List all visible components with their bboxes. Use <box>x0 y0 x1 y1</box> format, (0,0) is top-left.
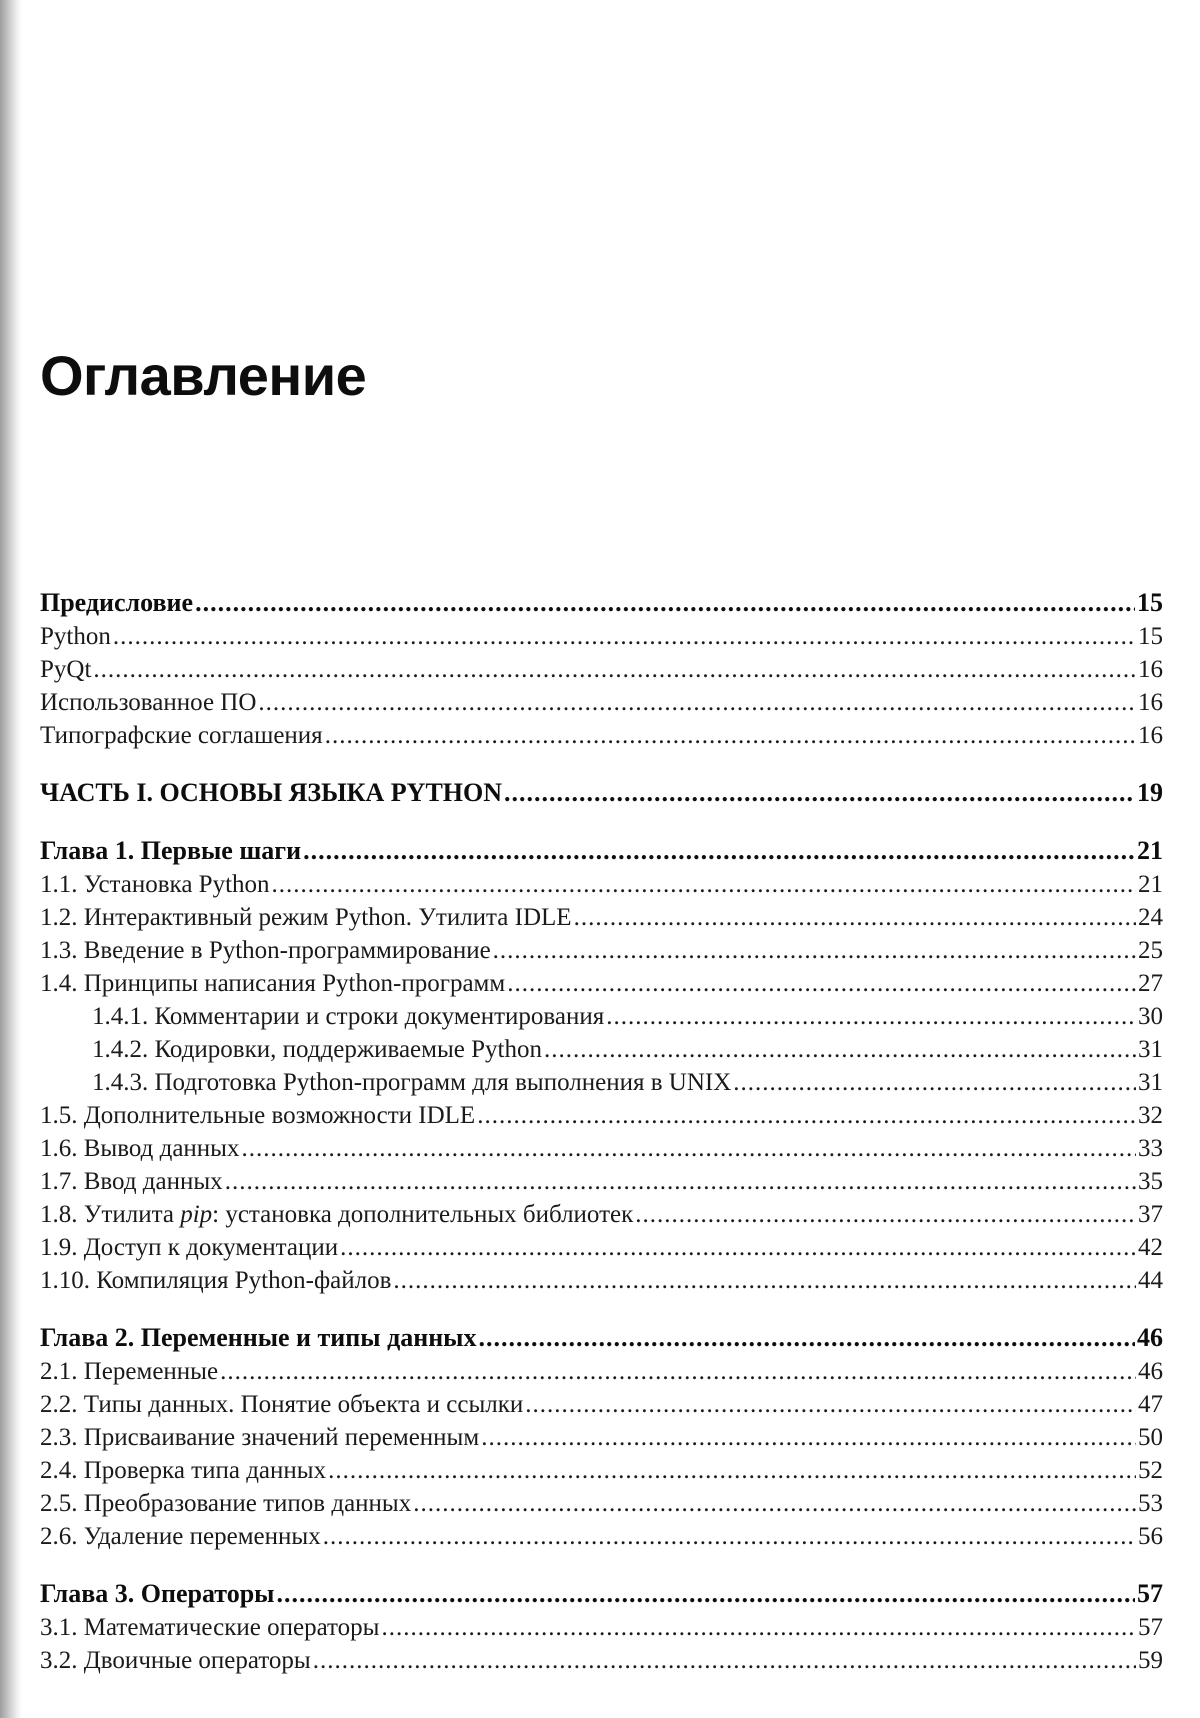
toc-entry-title <box>40 1198 633 1231</box>
toc-leader-dots <box>323 1520 1136 1553</box>
toc-page-number: 42 <box>1138 1234 1163 1261</box>
toc-leader-dots <box>544 1033 1136 1066</box>
toc-entry-title: 3.1. Математические операторы <box>40 1614 380 1641</box>
toc-leader-dots <box>477 1099 1136 1132</box>
toc-entry-title: 2.1. Переменные <box>40 1358 219 1385</box>
toc-entry-title: 2.3. Присваивание значений переменным <box>40 1424 480 1451</box>
toc-entry[interactable] <box>40 686 1163 719</box>
toc-entry[interactable] <box>40 967 1163 1000</box>
toc-entry-title: Глава 3. Операторы <box>40 1579 275 1608</box>
toc-entry-title: 1.4.2. Кодировки, поддерживаемые Python <box>92 1036 542 1063</box>
toc-page-number: 35 <box>1138 1168 1163 1195</box>
toc-section-part-1 <box>40 776 1163 810</box>
toc-leader-dots <box>328 1454 1136 1487</box>
toc-page-number: 32 <box>1138 1102 1163 1129</box>
toc-entry-title: 2.2. Типы данных. Понятие объекта и ссылки <box>40 1391 524 1418</box>
toc-leader-dots <box>493 934 1136 967</box>
toc-leader-dots <box>195 586 1135 620</box>
toc-leader-dots <box>525 1388 1136 1421</box>
toc-entry[interactable] <box>40 1198 1163 1231</box>
toc-leader-dots <box>381 1611 1136 1644</box>
toc-page-number: 57 <box>1138 1614 1163 1641</box>
toc-leader-dots <box>113 620 1136 653</box>
toc-entry[interactable] <box>40 1132 1163 1165</box>
toc-entry[interactable] <box>40 1264 1163 1297</box>
toc-subentry[interactable] <box>40 1033 1163 1066</box>
toc-entry-title: Предисловие <box>40 588 194 617</box>
toc-entry[interactable] <box>40 1421 1163 1454</box>
toc-entry[interactable] <box>40 1611 1163 1644</box>
toc-page-number: 24 <box>1138 904 1163 931</box>
toc-entry[interactable] <box>40 901 1163 934</box>
toc-page-number: 16 <box>1138 656 1163 683</box>
toc-entry[interactable] <box>40 1487 1163 1520</box>
toc-leader-dots <box>220 1355 1136 1388</box>
toc-entry[interactable] <box>40 653 1163 686</box>
toc-section-chapter-2 <box>40 1321 1163 1553</box>
toc-entry[interactable] <box>40 868 1163 901</box>
toc-leader-dots <box>733 1066 1136 1099</box>
toc-leader-dots <box>478 1321 1135 1355</box>
toc-entry-title: PyQt <box>40 656 92 683</box>
toc-entry-title-emphasis: pip <box>180 1201 213 1228</box>
toc-leader-dots <box>272 868 1136 901</box>
toc-entry-title: 1.3. Введение в Python-программирование <box>40 937 491 964</box>
toc-page-number: 16 <box>1138 722 1163 749</box>
toc-entry-title: 1.6. Вывод данных <box>40 1135 240 1162</box>
toc-section-chapter-1 <box>40 834 1163 1297</box>
toc-entry[interactable] <box>40 1231 1163 1264</box>
toc-leader-dots <box>313 1644 1136 1677</box>
toc-page-number: 31 <box>1138 1036 1163 1063</box>
toc-entry-title: 1.1. Установка Python <box>40 871 270 898</box>
page-edge-shadow <box>0 0 22 1718</box>
toc-entry[interactable] <box>40 1644 1163 1677</box>
toc-entry-chapter-3[interactable] <box>40 1577 1163 1611</box>
toc-entry-title: Глава 2. Переменные и типы данных <box>40 1323 477 1352</box>
toc-entry-chapter-2[interactable] <box>40 1321 1163 1355</box>
toc-leader-dots <box>93 653 1136 686</box>
toc-entry[interactable] <box>40 620 1163 653</box>
table-of-contents <box>40 586 1163 1677</box>
toc-page-number: 46 <box>1137 1323 1163 1352</box>
toc-page-number: 47 <box>1138 1391 1163 1418</box>
toc-entry-title: 1.2. Интерактивный режим Python. Утилита IDLE <box>40 904 572 931</box>
toc-leader-dots <box>635 1198 1136 1231</box>
toc-subentry[interactable] <box>40 1000 1163 1033</box>
toc-leader-dots <box>507 967 1136 1000</box>
toc-entry[interactable] <box>40 1520 1163 1553</box>
toc-entry-title: 1.9. Доступ к документации <box>40 1234 339 1261</box>
toc-entry-title: 1.5. Дополнительные возможности IDLE <box>40 1102 476 1129</box>
toc-leader-dots <box>606 1000 1136 1033</box>
toc-leader-dots <box>276 1577 1135 1611</box>
toc-leader-dots <box>258 686 1136 719</box>
toc-page-number: 21 <box>1137 836 1163 865</box>
toc-leader-dots <box>325 719 1136 752</box>
toc-section-preface <box>40 586 1163 752</box>
toc-leader-dots <box>504 776 1135 810</box>
toc-entry-title: 2.5. Преобразование типов данных <box>40 1490 412 1517</box>
toc-page-number: 56 <box>1138 1523 1163 1550</box>
toc-page-number: 15 <box>1138 623 1163 650</box>
toc-leader-dots <box>574 901 1136 934</box>
toc-entry[interactable] <box>40 719 1163 752</box>
toc-leader-dots <box>413 1487 1136 1520</box>
toc-page-number: 33 <box>1138 1135 1163 1162</box>
toc-leader-dots <box>303 834 1135 868</box>
toc-entry-preface[interactable] <box>40 586 1163 620</box>
toc-entry-title: Использованное ПО <box>40 689 257 716</box>
toc-page-number: 16 <box>1138 689 1163 716</box>
toc-page-number: 25 <box>1138 937 1163 964</box>
toc-entry-title: 3.2. Двоичные операторы <box>40 1647 311 1674</box>
toc-entry-chapter-1[interactable] <box>40 834 1163 868</box>
toc-entry-title: Глава 1. Первые шаги <box>40 836 302 865</box>
toc-entry[interactable] <box>40 1165 1163 1198</box>
toc-entry-part-1[interactable] <box>40 776 1163 810</box>
toc-entry-title-suffix: : установка дополнительных библиотек <box>212 1201 634 1228</box>
toc-entry[interactable] <box>40 934 1163 967</box>
toc-page-number: 50 <box>1138 1424 1163 1451</box>
toc-entry-title: 2.6. Удаление переменных <box>40 1523 321 1550</box>
toc-entry-title: 1.4.3. Подготовка Python-программ для выполнения в UNIX <box>92 1069 732 1096</box>
toc-subentry[interactable] <box>40 1066 1163 1099</box>
toc-leader-dots <box>393 1264 1136 1297</box>
toc-leader-dots <box>241 1132 1136 1165</box>
toc-entry[interactable] <box>40 1355 1163 1388</box>
toc-page-number: 15 <box>1137 588 1163 617</box>
toc-entry-title: 2.4. Проверка типа данных <box>40 1457 327 1484</box>
toc-entry-title: 1.4. Принципы написания Python-программ <box>40 970 506 997</box>
toc-leader-dots <box>225 1165 1136 1198</box>
toc-entry-title: 1.7. Ввод данных <box>40 1168 223 1195</box>
toc-entry-title: ЧАСТЬ I. ОСНОВЫ ЯЗЫКА PYTHON <box>40 778 503 807</box>
toc-page-number: 53 <box>1138 1490 1163 1517</box>
toc-leader-dots <box>481 1421 1136 1454</box>
toc-page-number: 37 <box>1138 1201 1163 1228</box>
toc-page-number: 59 <box>1138 1647 1163 1674</box>
toc-entry-title-prefix: 1.8. Утилита <box>40 1201 181 1228</box>
toc-page-number: 31 <box>1138 1069 1163 1096</box>
toc-page-number: 30 <box>1138 1003 1163 1030</box>
toc-page-number: 52 <box>1138 1457 1163 1484</box>
toc-leader-dots <box>340 1231 1136 1264</box>
toc-page-number: 44 <box>1138 1267 1163 1294</box>
toc-entry-title: Python <box>40 623 111 650</box>
toc-entry-title: Типографские соглашения <box>40 722 323 749</box>
toc-section-chapter-3 <box>40 1577 1163 1677</box>
toc-entry[interactable] <box>40 1099 1163 1132</box>
toc-entry-title: 1.4.1. Комментарии и строки документирования <box>92 1003 605 1030</box>
toc-entry-title: 1.10. Компиляция Python-файлов <box>40 1267 392 1294</box>
toc-entry[interactable] <box>40 1388 1163 1421</box>
toc-entry[interactable] <box>40 1454 1163 1487</box>
toc-page-number: 19 <box>1137 778 1163 807</box>
toc-page-number: 21 <box>1138 871 1163 898</box>
page-title: Оглавление <box>40 344 367 407</box>
toc-page-number: 46 <box>1138 1358 1163 1385</box>
toc-page-number: 57 <box>1137 1579 1163 1608</box>
toc-page-number: 27 <box>1138 970 1163 997</box>
